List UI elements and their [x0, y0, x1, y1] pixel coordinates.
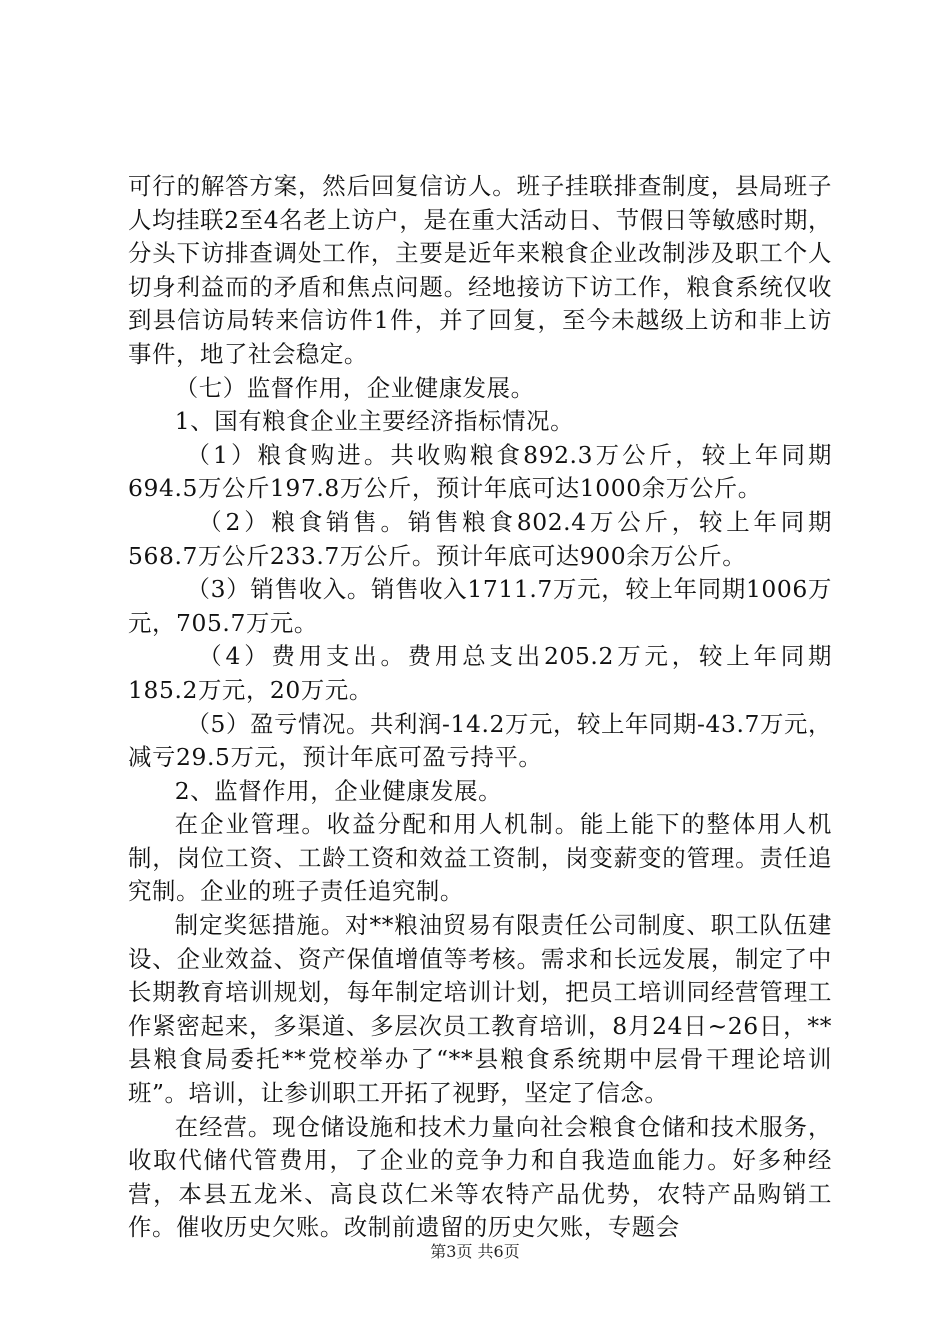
page-number-footer: 第3页 共6页: [430, 1242, 520, 1261]
heading-supervision: 2、监督作用，企业健康发展。: [174, 776, 503, 805]
paragraph-grain-sales: （2）粮食销售。销售粮食802.4万公斤，较上年同期568.7万公斤233.7万公斤。预计年底可达900余万公斤。: [128, 507, 832, 570]
document-body: [128, 170, 832, 1245]
heading-section-seven: （七）监督作用，企业健康发展。: [174, 373, 535, 402]
paragraph-operations: 在经营。现仓储设施和技术力量向社会粮食仓储和技术服务，收取代储代管费用，了企业的竞争力和自我造血能力。好多种经营，本县五龙米、高良苡仁米等农特产品优势，农特产品购销工作。催收历史欠账。改制前遗留的历史欠账，专题会: [128, 1112, 832, 1242]
heading-economic-indicators: 1、国有粮食企业主要经济指标情况。: [174, 407, 575, 436]
paragraph-expenses: （4）费用支出。费用总支出205.2万元，较上年同期185.2万元，20万元。: [128, 642, 832, 704]
paragraph-petition-handling: 可行的解答方案，然后回复信访人。班子挂联排查制度，县局班子人均挂联2至4名老上访户，是在重大活动日、节假日等敏感时期，分头下访排查调处工作，主要是近年来粮食企业改制涉及职工个人切身利益而的矛盾和焦点问题。经地接访下访工作，粮食系统仅收到县信访局转来信访件1件，并了回复，至今未越级上访和非上访事件，地了社会稳定。: [128, 172, 832, 368]
paragraph-enterprise-management: 在企业管理。收益分配和用人机制。能上能下的整体用人机制，岗位工资、工龄工资和效益工资制，岗变薪变的管理。责任追究制。企业的班子责任追究制。: [128, 810, 832, 906]
paragraph-grain-purchase: （1）粮食购进。共收购粮食892.3万公斤，较上年同期694.5万公斤197.8万公斤，预计年底可达1000余万公斤。: [128, 440, 832, 503]
paragraph-incentive-measures: 制定奖惩措施。对**粮油贸易有限责任公司制度、职工队伍建设、企业效益、资产保值增值等考核。需求和长远发展，制定了中长期教育培训规划，每年制定培训计划，把员工培训同经营管理工作紧密起来，多渠道、多层次员工教育培训，8月24日~26日，**县粮食局委托**党校举办了“**县粮食系统期中层骨干理论培训班”。培训，让参训职工开拓了视野，坚定了信念。: [128, 911, 832, 1108]
paragraph-profit-loss: （5）盈亏情况。共利润-14.2万元，较上年同期-43.7万元，减亏29.5万元，预计年底可盈亏持平。: [128, 709, 832, 772]
paragraph-sales-revenue: （3）销售收入。销售收入1711.7万元，较上年同期1006万元，705.7万元。: [128, 575, 832, 637]
